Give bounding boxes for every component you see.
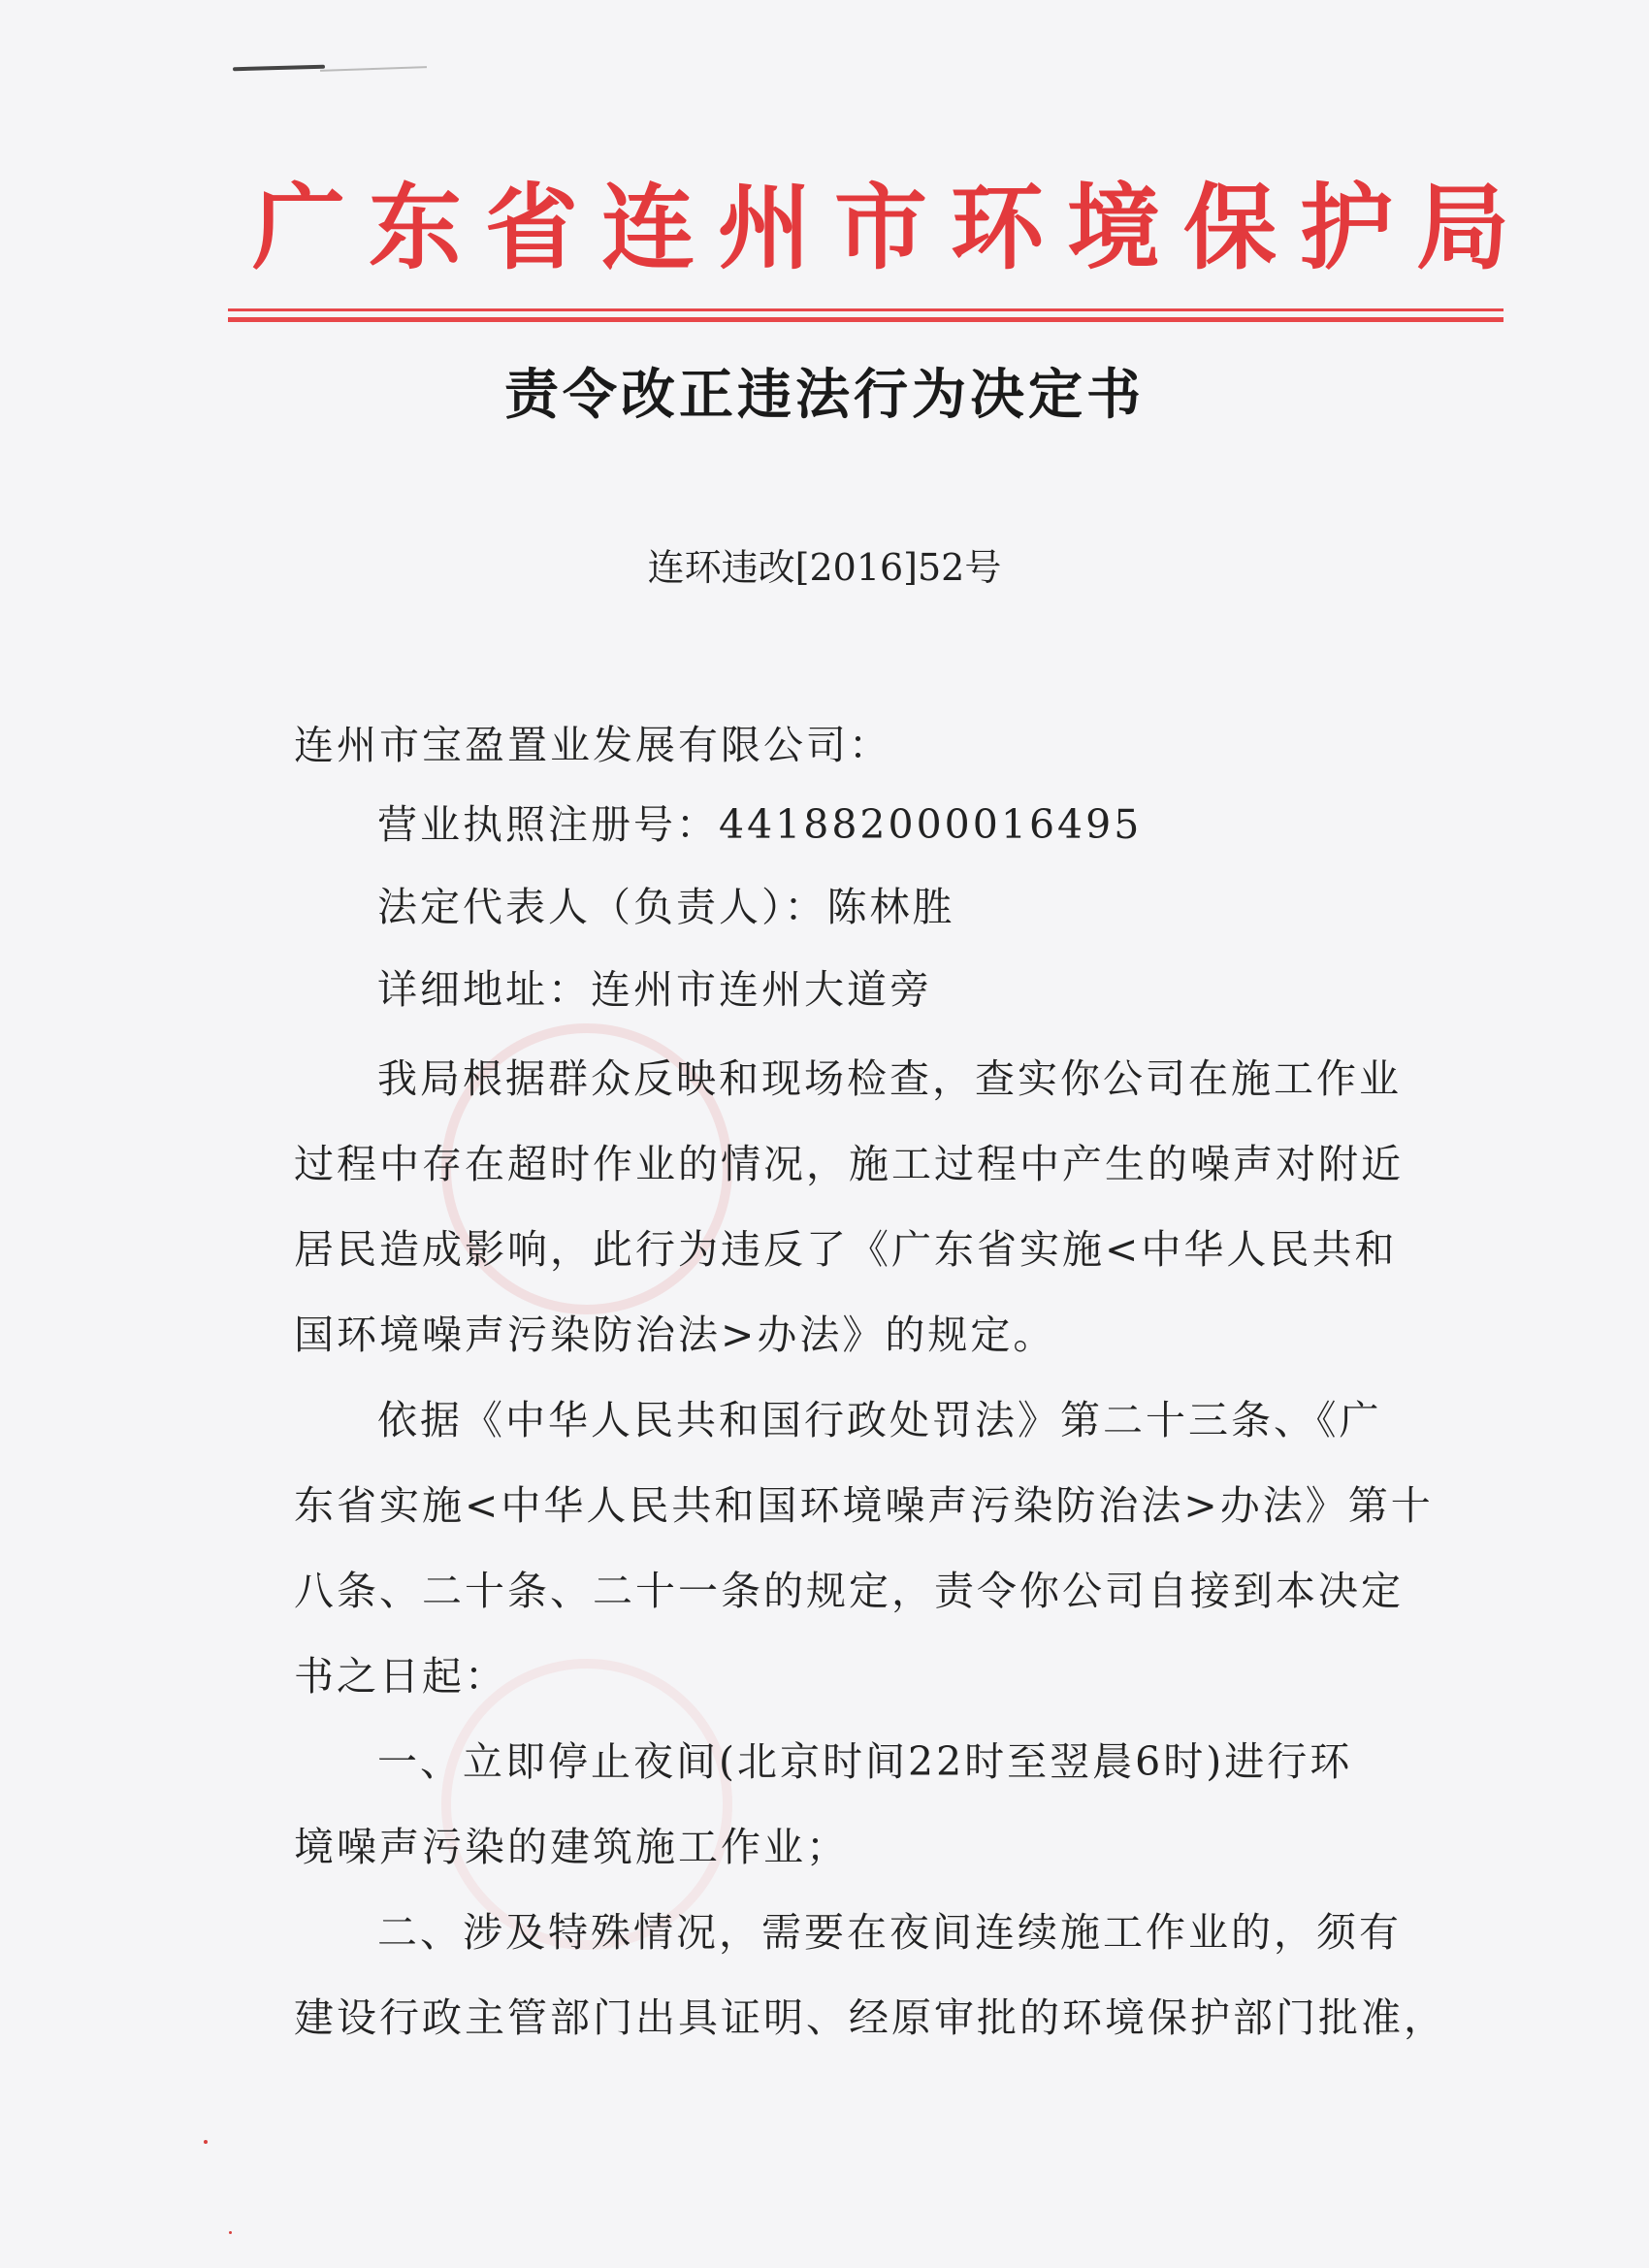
paragraph-2-line-2: 东省实施<中华人民共和国环境噪声污染防治法>办法》第十 [294,1482,1434,1529]
letterhead-rule-thin [228,308,1504,311]
document-number: 连环违改[2016]52号 [647,546,1002,589]
address-line: 详细地址：连州市连州大道旁 [377,966,932,1013]
item-1-line-1: 一、立即停止夜间(北京时间22时至翌晨6时)进行环 [377,1738,1353,1785]
paragraph-2-line-4: 书之日起： [294,1653,507,1700]
item-2-line-2: 建设行政主管部门出具证明、经原审批的环境保护部门批准， [294,1994,1446,2041]
staple-shadow [320,66,427,72]
letterhead-title: 广东省连州市环境保护局 [252,173,1533,282]
letterhead-rule-thick [228,317,1504,322]
paragraph-1-line-3: 居民造成影响，此行为违反了《广东省实施<中华人民共和 [294,1226,1398,1273]
paragraph-1-line-2: 过程中存在超时作业的情况，施工过程中产生的噪声对附近 [294,1141,1404,1187]
ink-speck [229,2231,232,2234]
paragraph-2-line-1: 依据《中华人民共和国行政处罚法》第二十三条、《广 [377,1397,1382,1443]
business-license-line: 营业执照注册号：441882000016495 [377,801,1143,848]
addressee: 连州市宝盈置业发展有限公司： [294,722,891,768]
paragraph-1-line-1: 我局根据群众反映和现场检查，查实你公司在施工作业 [377,1055,1402,1102]
item-2-line-1: 二、涉及特殊情况，需要在夜间连续施工作业的，须有 [377,1909,1402,1956]
legal-representative-line: 法定代表人（负责人）：陈林胜 [377,884,955,930]
paragraph-2-line-3: 八条、二十条、二十一条的规定，责令你公司自接到本决定 [294,1568,1404,1614]
paragraph-1-line-4: 国环境噪声污染防治法>办法》的规定。 [294,1312,1056,1358]
ink-speck [204,2140,208,2144]
staple-mark [233,65,325,71]
item-1-line-2: 境噪声污染的建筑施工作业； [294,1824,849,1870]
document-title: 责令改正违法行为决定书 [504,364,1145,427]
